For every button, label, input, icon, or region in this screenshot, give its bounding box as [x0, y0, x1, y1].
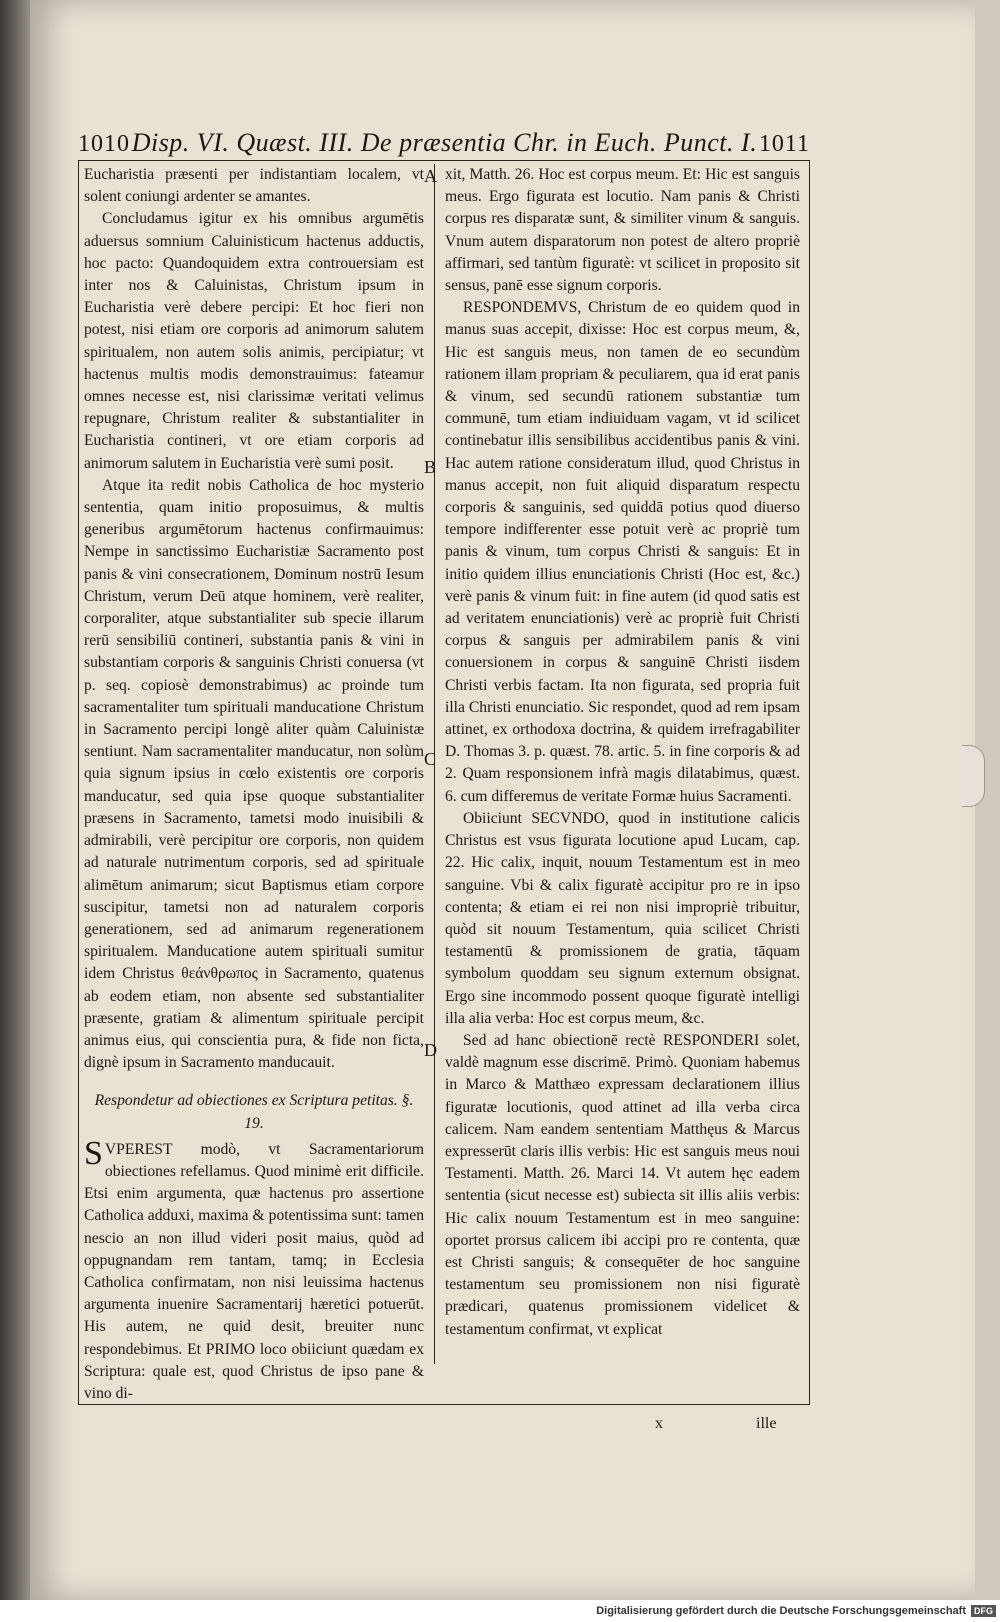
page-tab-marker: [962, 745, 985, 807]
left-page-number: 1010: [78, 131, 130, 157]
margin-letter-a: A: [424, 166, 437, 186]
margin-letter-b: B: [424, 457, 437, 477]
drop-cap: S: [84, 1134, 103, 1172]
section-heading: Respondetur ad obiectiones ex Scriptura petitas. §. 19.: [94, 1092, 414, 1132]
right-page-number: 1011: [758, 131, 810, 157]
digitization-bar: [0, 1600, 1000, 1622]
catchword: ille: [756, 1415, 777, 1432]
running-header: [78, 128, 810, 158]
margin-letter-c: C: [424, 749, 437, 769]
right-paragraph: Sed ad hanc obiectionē rectè RESPONDERI solet, valdè magnum esse discrimē. Primò. Quoniam habemus in Marco & Matthæo expressam declarationem illius figuratæ locutionis, quod attinet ad illa verba circa calicem. Nam eandem sententiam Matthęus & Marcus expresserūt claris illis verbis: Hic est sanguis meus noui Testamenti. Matth. 26. Marci 14. Vt autem hęc eadem sententia (sicut necesse est) subiecta sit illis aliis verbis: Hic calix nouum Testamentum est in meo sanguine: oportet prorsus calicem ibi accipi pro re contenta, quæ est Christi sanguis; & consequēter de hoc sanguine testamentum seu promissionem non nisi figuratè prædicari, quatenus promissionem videlicet & testamentum confirmat, vt explicat: [445, 1031, 800, 1338]
signature-mark: x: [655, 1415, 663, 1432]
right-paragraph: Obiiciunt SECVNDO, quod in institutione calicis Christus est vsus figurata locutione apud Lucam, cap. 22. Hic calix, inquit, nouum Testamentum est in meo sanguine. Vbi & calix figuratè accipitur pro re in ipso contenta; & etiam ei rei non nisi impropriè tribuitur, quòd sit nouum Testamentum, quia scilicet Christi testamentū & promissionem de gratia, tāquam symbolum quoddam seu signum externum obsignat. Ergo sine incommodo possent quoque figuratè intelligi illa alia verba: Hoc est corpus meum, &c.: [445, 809, 800, 1027]
right-column: [445, 164, 800, 1341]
left-paragraph: Atque ita redit nobis Catholica de hoc mysterio sententia, quam initio proposuimus, & multis generibus argumētorum hactenus confirmauimus: Nempe in sanctissimo Eucharistiæ Sacramento post panis & vini consecrationem, Dominum nostrū Iesum Christum, verum Deū atque hominem, verè realiter, corporaliter, atque substantialiter sub specie illarum rerū sensibiliū contineri, substantia panis & vini in substantiam corporis & sanguinis Christi conuersa (vt p. seq. copiosè demonstrabimus) ac proinde tum sacramentaliter tum spirituali manducatione Christum in Sacramento percipi longè aliter quàm Caluinistæ sentiunt. Nam sacramentaliter manducatur, non solùm quia signum ipsius in cœlo existentis ore corporis manducatur, sed quia ipse quoque substantialiter præsens in Sacramento, tametsi modo inuisibili & admirabili, verè percipitur ore corporis, non quidem ad naturale nutrimentum corporis, sed ad spirituale alimētum animarum; sicut Baptismus etiam corpore suscipitur, tametsi non ad naturalem corporis generationem, sed ad animarum regenerationem spiritualem. Manducatione autem spirituali sumitur idem Christus θεάνθρωπος in Sacramento, quatenus ab eodem etiam, non absente sed substantialiter præsente, gratiam & alimentum spirituale percipit animus eius, qui conscientia pura, & fide non ficta, dignè ipsum in Sacramento manducauit.: [84, 476, 424, 1072]
section-text: VPEREST modò, vt Sacramentariorum obiectiones refellamus. Quod minimè erit difficile. Etsi enim argumenta, quæ hactenus pro assertione Catholica adduxi, maxima & potentissima sunt: tamen nescio an non illud videri posit maius, quòd ad oppugnandam rem tantam, tamq; in Ecclesia Catholica confirmatam, non nisi leuissima hactenus argumenta inuenire Sacramentarij hæretici potuerūt. His autem, ne quid desit, breuiter nunc respondebimus. Et PRIMO loco obiiciunt quædam ex Scriptura: quale est, quod Christus de ipso pane & vino di-: [84, 1140, 424, 1402]
right-paragraph: RESPONDEMVS, Christum de eo quidem quod in manus suas accepit, dixisse: Hoc est corpus meum, &, Hic est sanguis meus, non tamen de eo secundùm rationem illam propriam & peculiarem, qua id erat panis & vinum, sed secundū rationem substantiæ tum communē, tum etiam indiuiduam vagam, vt id scilicet continebatur illis sensibilibus accidentibus panis & vini. Hac autem ratione consideratum illud, quod Christus in manus accepit, non fuit aliquid disparatum respectu corporis & sanguinis, sed quiddā potius quod diuerso tempore indifferenter esse potuit verè ac propriè tum panis & vinum, tum corpus Christi & sanguis: Et in initio quidem illius enunciationis Christi (Hoc est, &c.) verè panis & vinum fuit: in fine autem (id quod satis est ad veritatem enunciationis) verè ac propriè fuit Christi corpus & sanguis per admirabilem panis & vini conuersionem in corpus & sanguinē Christi iisdem Christi verbis factam. Ita non figurata, sed propria fuit illa Christi enunciatio. Sic respondet, quod ad rem ipsam attinet, ex orthodoxa doctrina, & quidem irrefragabiliter D. Thomas 3. p. quæst. 78. artic. 5. in fine corporis & ad 2. Quam responsionem infrà magis dilatabimus, quæst. 6. cum differemus de veritate Formæ huius Sacramenti.: [445, 299, 800, 805]
digitization-credit: Digitalisierung gefördert durch die Deutsche Forschungsgemeinschaft: [596, 1605, 966, 1617]
right-paragraph: xit, Matth. 26. Hoc est corpus meum. Et: Hic est sanguis meus. Ergo figurata est locutio. Nam panis & Christi corpus res disparatæ sunt, & similiter vinum & sanguis. Vnum autem disparatorum non potest de altero propriè affirmari, sed tantùm figuratè: vt scilicet in proposito sit sensus, panē esse signum corporis.: [445, 166, 800, 295]
margin-letter-d: D: [424, 1040, 437, 1060]
left-paragraph: Eucharistia præsenti per indistantiam localem, vt solent coniungi ardenter se amantes.: [84, 166, 424, 206]
running-title: Disp. VI. Quæst. III. De præsentia Chr. in Euch. Punct. I.: [131, 128, 758, 157]
section-paragraph: [84, 1134, 424, 1405]
dfg-logo: DFG: [971, 1605, 996, 1617]
left-column: [84, 164, 424, 1405]
left-paragraph: Concludamus igitur ex his omnibus argumētis aduersus somnium Caluinisticum hactenus adductis, hoc pacto: Quandoquidem extra controuersiam est inter nos & Caluinistas, Christum ipsum in Eucharistia verè debere percipi: Et hoc fieri non potest, nisi etiam ore corporis ad animorum salutem spiritualem, non autem solis animis, percipiatur; vt hactenus multis modis demonstrauimus: fateamur omnes necesse est, nisi clarissimæ veritati velimus repugnare, Christum realiter & substantialiter in Eucharistia contineri, vt ore etiam corporis ad animorum salutem in Eucharistia verè sumi posit.: [84, 210, 424, 472]
